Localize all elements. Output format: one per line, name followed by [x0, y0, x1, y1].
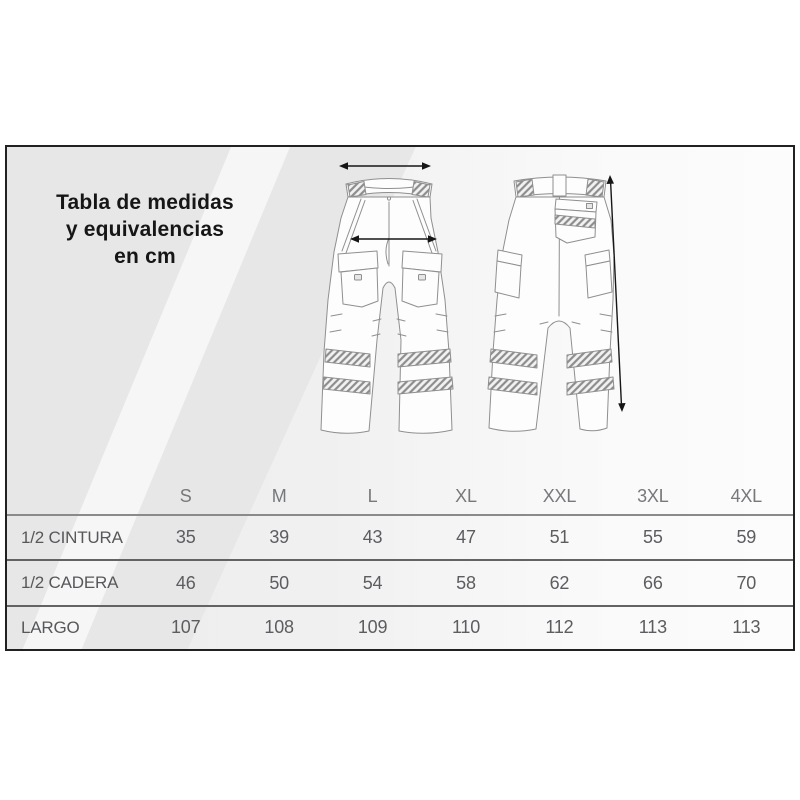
- value-cell: 50: [269, 572, 289, 593]
- size-header-cell: M: [271, 485, 287, 506]
- value-cell: 110: [451, 617, 481, 637]
- value-cell: 113: [732, 617, 761, 637]
- size-header-cell: 4XL: [730, 485, 762, 506]
- size-header-cell: XL: [455, 485, 477, 506]
- pants-back-view: [488, 175, 614, 431]
- row-label: 1/2 CADERA: [21, 573, 119, 592]
- title-line-2: y equivalencias: [65, 218, 225, 241]
- pants-diagram: [315, 158, 635, 442]
- value-cell: 107: [170, 617, 201, 637]
- title-line-3: en cm: [114, 245, 176, 268]
- value-cell: 62: [549, 572, 570, 593]
- title-line-1: Tabla de medidas: [56, 191, 234, 214]
- chart-title: [35, 189, 255, 270]
- value-cell: 35: [175, 527, 196, 547]
- value-cell: 47: [456, 527, 476, 547]
- size-header-cell: L: [367, 485, 378, 506]
- size-header-cell: XXL: [542, 485, 577, 506]
- size-table: [7, 478, 793, 648]
- size-header-row: [7, 478, 793, 516]
- size-header-cell: S: [179, 485, 192, 506]
- value-cell: 58: [456, 572, 476, 593]
- table-row: [7, 516, 793, 561]
- value-cell: 46: [175, 572, 196, 593]
- value-cell: 59: [736, 527, 757, 547]
- value-cell: 66: [643, 572, 663, 593]
- value-cell: 112: [545, 617, 574, 637]
- value-cell: 113: [638, 617, 667, 637]
- row-label: 1/2 CINTURA: [21, 527, 123, 547]
- table-row: [7, 561, 793, 607]
- value-cell: 43: [362, 527, 383, 547]
- value-cell: 51: [549, 527, 570, 547]
- waist-arrow-icon: [339, 162, 431, 170]
- size-header-cell: 3XL: [637, 485, 669, 506]
- value-cell: 109: [357, 617, 388, 637]
- value-cell: 55: [643, 527, 663, 547]
- row-label: LARGO: [21, 617, 80, 637]
- value-cell: 39: [269, 527, 289, 547]
- value-cell: 70: [736, 572, 757, 593]
- table-row: [7, 607, 793, 648]
- value-cell: 108: [264, 617, 294, 637]
- value-cell: 54: [362, 572, 383, 593]
- pants-front-view: [321, 179, 453, 434]
